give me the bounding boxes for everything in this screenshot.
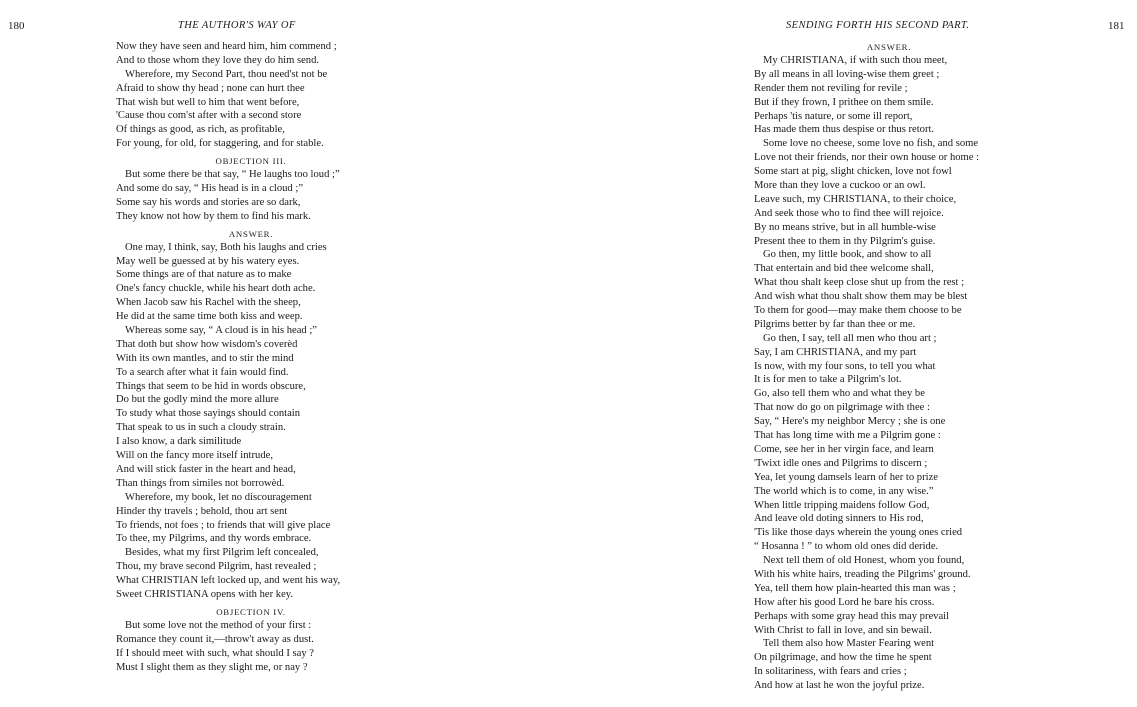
section-heading: OBJECTION III. [215,156,287,167]
verse-line: The world which is to come, in any wise.” [754,485,934,497]
verse-line: Wherefore, my Second Part, thou need'st not be [125,68,328,80]
verse-line: To thee, my Pilgrims, and thy words embrace. [116,533,312,545]
verse-line: To a search after what it fain would find. [116,366,289,378]
verse-line: Go, also tell them who and what they be [754,388,925,400]
verse-line: May well be guessed at by his watery eyes. [116,255,300,267]
verse-line: In solitariness, with fears and cries ; [754,666,907,678]
verse-line: And seek those who to find thee will rejoice. [754,207,944,219]
running-head-right: SENDING FORTH HIS SECOND PART. [786,20,970,31]
verse-line: Come, see her in her virgin face, and learn [754,443,934,455]
verse-line: It is for men to take a Pilgrim's lot. [754,374,902,386]
verse-line: Some love no cheese, some love no fish, and some [763,138,979,150]
verse-line: Whereas some say, “ A cloud is in his head ;” [125,325,318,337]
verse-line: Say, I am CHRISTIANA, and my part [754,346,917,358]
section-heading: ANSWER. [866,42,912,52]
verse-line: Now they have seen and heard him, him commend ; [116,41,337,52]
verse-line: On pilgrimage, and how the time he spent [754,652,932,664]
verse-line: Has made them thus despise or thus retort. [754,124,935,136]
verse-line: Love not their friends, nor their own house or home : [754,152,980,164]
verse-line: Next tell them of old Honest, whom you found, [763,555,965,567]
verse-line: Render them not reviling for revile ; [754,82,908,94]
verse-line: That now do go on pilgrimage with thee : [754,402,930,414]
verse-line: They know not how by them to find his mark. [116,210,311,222]
right-page-text [754,40,1024,693]
verse-line: That has long time with me a Pilgrim gone : [754,430,941,442]
verse-line: Tell them also how Master Fearing went [763,638,935,650]
verse-line: Say, “ Here's my neighbor Mercy ; she is one [754,416,946,428]
verse-line: And will stick faster in the heart and head, [116,463,296,475]
verse-line: 'Twixt idle ones and Pilgrims to discern ; [754,457,928,469]
verse-line: I also know, a dark similitude [116,436,242,448]
verse-line: Pilgrims better by far than thee or me. [754,318,916,330]
verse-line: More than they love a cuckoo or an owl. [754,180,926,192]
verse-line: For young, for old, for staggering, and for stable. [116,138,324,150]
verse-line: That wish but well to him that went before, [116,96,300,108]
verse-line: How after his good Lord he bare his cross. [754,596,935,608]
verse-line: With Christ to fall in love, and sin bewail. [754,624,932,636]
verse-line: Thou, my brave second Pilgrim, hast revealed ; [116,561,317,573]
verse-line: Yea, let young damsels learn of her to prize [754,471,938,483]
verse-line: Go then, my little book, and show to all [763,249,932,261]
running-head-left: THE AUTHOR'S WAY OF [178,20,296,31]
verse-line: Hinder thy travels ; behold, thou art sent [116,505,288,517]
verse-line: To them for good—may make them choose to be [754,305,962,317]
verse-line: Things that seem to be hid in words obscure, [116,380,306,392]
verse-line: Some things are of that nature as to make [116,269,292,281]
verse-line: What thou shalt keep close shut up from the rest ; [754,277,965,289]
verse-line: But if they frown, I prithee on them smile. [754,96,934,108]
verse-line: With his white hairs, treading the Pilgrims' ground. [754,568,971,580]
verse-line: Some start at pig, slight chicken, love not fowl [754,166,952,178]
verse-line: Do but the godly mind the more allure [116,394,279,406]
verse-line: Present thee to them in thy Pilgrim's guise. [754,235,936,247]
verse-line: Romance they count it,—throw't away as dust. [116,633,314,645]
verse-line: 'Tis like those days wherein the young ones cried [754,527,963,539]
verse-line: Some say his words and stories are so dark, [116,196,301,208]
verse-line: Perhaps with some gray head this may prevail [754,610,950,622]
verse-line: When Jacob saw his Rachel with the sheep, [116,297,301,309]
verse-line: With its own mantles, and to stir the mind [116,352,294,364]
verse-line: One's fancy chuckle, while his heart doth ache. [116,283,316,295]
verse-line: Is now, with my four sons, to tell you what [754,360,936,372]
verse-line: One may, I think, say, Both his laughs and cries [125,241,327,253]
verse-line: To study what those sayings should contain [116,408,301,420]
verse-line: When little tripping maidens follow God, [754,499,930,511]
verse-line: That doth but show how wisdom's coverèd [116,338,298,350]
verse-line: But some there be that say, “ He laughs too loud ;” [125,169,340,181]
verse-line: And how at last he won the joyful prize. [754,680,925,692]
verse-line: If I should meet with such, what should I say ? [116,647,315,659]
verse-line: Perhaps 'tis nature, or some ill report, [754,110,913,122]
section-heading: OBJECTION IV. [216,606,286,617]
verse-line: What CHRISTIAN left locked up, and went his way, [116,575,341,587]
verse-line: My CHRISTIANA, if with such thou meet, [763,55,948,66]
verse-line: By no means strive, but in all humble-wise [754,221,936,233]
page-number-left: 180 [8,20,25,32]
verse-line: Go then, I say, tell all men who thou art ; [763,332,937,344]
verse-line: And leave old doting sinners to His rod, [754,513,924,525]
verse-line: And some do say, “ His head is in a cloud ;” [116,183,304,195]
verse-line: Besides, what my first Pilgrim left concealed, [125,547,319,559]
verse-line: Than things from similes not borrowèd. [116,477,285,489]
verse-line: And to those whom they love they do him send. [116,54,320,66]
verse-line: To friends, not foes ; to friends that will give place [116,519,331,531]
left-page-text [116,40,386,674]
verse-line: Must I slight them as they slight me, or nay ? [116,661,308,673]
section-heading: ANSWER. [228,228,274,239]
verse-line: By all means in all loving-wise them greet ; [754,68,940,80]
verse-line: Sweet CHRISTIANA opens with her key. [116,588,294,600]
verse-line: He did at the same time both kiss and weep. [116,311,303,323]
verse-line: And wish what thou shalt show them may be blest [754,291,968,303]
page-number-right: 181 [1108,20,1125,32]
verse-line: Of things as good, as rich, as profitable, [116,124,285,136]
verse-line: “ Hosanna ! ” to whom old ones did deride. [754,541,939,553]
verse-line: Will on the fancy more itself intrude, [116,450,273,462]
verse-line: But some love not the method of your first : [125,619,312,631]
verse-line: Leave such, my CHRISTIANA, to their choice, [754,193,957,205]
verse-line: 'Cause thou com'st after with a second store [116,110,302,122]
verse-line: Yea, tell them how plain-hearted this man was ; [754,582,956,594]
verse-line: That speak to us in such a cloudy strain. [116,422,286,434]
verse-line: Wherefore, my book, let no discouragement [125,491,312,503]
verse-line: That entertain and bid thee welcome shall, [754,263,934,275]
verse-line: Afraid to show thy head ; none can hurt thee [116,82,305,94]
